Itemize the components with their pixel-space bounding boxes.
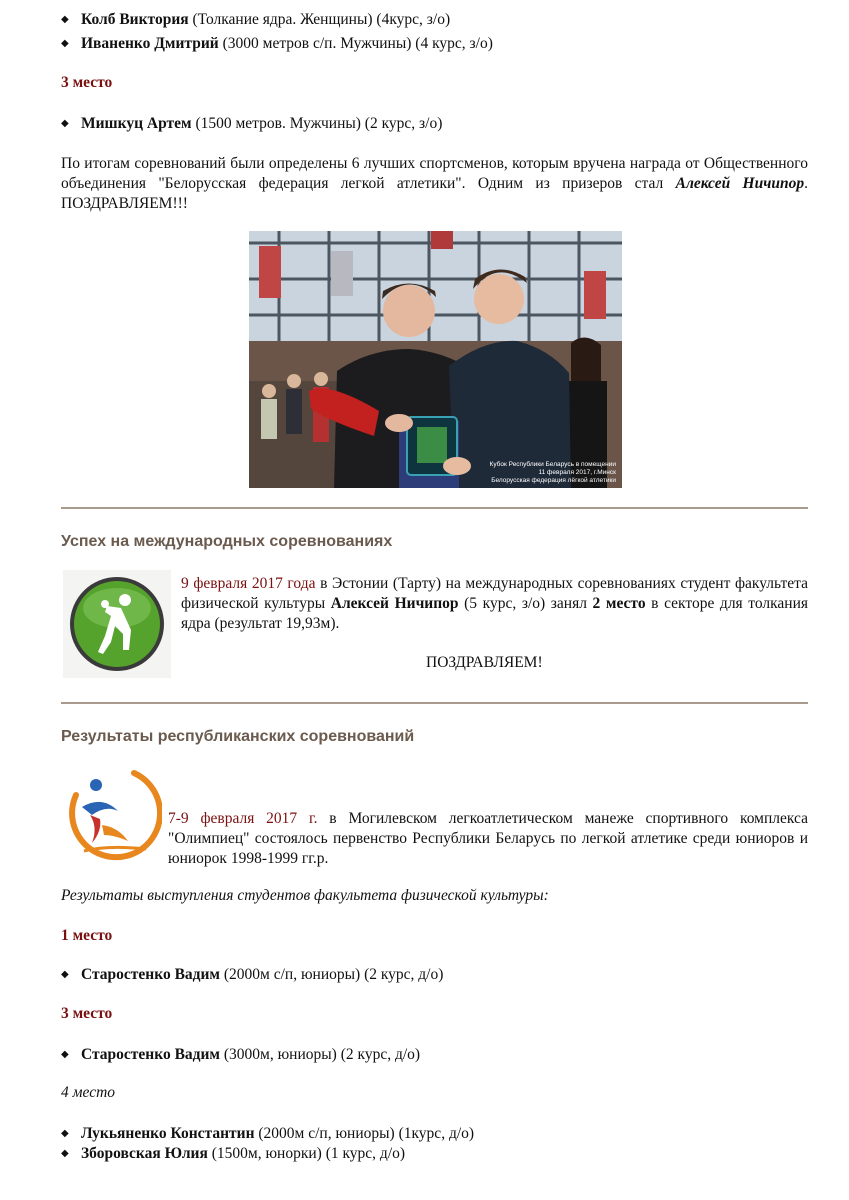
rep-paragraph: 7-9 февраля 2017 г. в Могилевском легкоатлетическом манеже спортивного комплекса "Олимпиец" состоялось первенство Республики Беларусь по легкой атлетике среди юниоров и юниорок 1998-1999 гг.р. — [168, 810, 808, 867]
bullet-icon: ◆ — [61, 1128, 69, 1139]
place-heading: 4 место — [61, 1084, 116, 1101]
event-date: 9 февраля 2017 года — [181, 575, 316, 592]
athletics-logo-icon — [62, 765, 162, 865]
bullet-icon: ◆ — [61, 1049, 69, 1060]
bullet-icon: ◆ — [61, 118, 69, 129]
list-item — [61, 34, 493, 54]
photo-illustration — [249, 231, 622, 488]
athlete-name: Лукьяненко Константин — [81, 1125, 255, 1142]
section-title-intl: Успех на международных соревнованиях — [61, 533, 393, 550]
section-divider — [61, 507, 808, 509]
athlete-detail: (1500м, юнорки) (1 курс, д/о) — [207, 1145, 406, 1162]
athlete-name: Колб Виктория — [81, 11, 189, 28]
athlete-detail: (3000м, юниоры) (2 курс, д/о) — [220, 1046, 421, 1063]
athlete-name: Старостенко Вадим — [81, 966, 220, 983]
athlete-detail: (1500 метров. Мужчины) (2 курс, з/о) — [191, 115, 443, 132]
bullet-icon: ◆ — [61, 38, 69, 49]
results-intro: Результаты выступления студентов факультета физической культуры: — [61, 887, 549, 904]
bullet-icon: ◆ — [61, 969, 69, 980]
congrats-text: ПОЗДРАВЛЯЕМ! — [426, 654, 543, 671]
list-item — [61, 10, 450, 30]
athlete-detail: (2000м с/п, юниоры) (2 курс, д/о) — [220, 966, 444, 983]
intl-paragraph: 9 февраля 2017 года в Эстонии (Тарту) на международных соревнованиях студент факультета физической культуры Алексей Ничипор (5 курс, з/о) занял 2 место в секторе для толкания ядра (результат 19,93м). — [181, 575, 809, 632]
place-heading: 1 место — [61, 927, 113, 944]
athlete-detail: (2000м с/п, юниоры) (1курс, д/о) — [254, 1125, 475, 1142]
athlete-name: Старостенко Вадим — [81, 1046, 220, 1063]
photo-caption: Кубок Республики Беларусь в помещении 11 февраля 2017, г.Минск Белорусская федерация лёгкой атлетики — [489, 461, 616, 484]
athlete-name: Алексей Ничипор — [330, 595, 459, 612]
shot-put-icon — [63, 570, 171, 678]
section-divider — [61, 702, 808, 704]
place-result: 2 место — [592, 595, 646, 612]
list-item — [61, 1045, 420, 1065]
athlete-name: Алексей Ничипор — [675, 175, 805, 192]
list-item — [61, 965, 443, 985]
list-item — [61, 1144, 405, 1164]
bullet-icon: ◆ — [61, 1148, 69, 1159]
athlete-name: Мишкуц Артем — [81, 115, 192, 132]
athlete-name: Зборовская Юлия — [81, 1145, 208, 1162]
summary-paragraph: По итогам соревнований были определены 6 лучших спортсменов, которым вручена награда от Общественного объединения "Белорусская федерация легкой атлетики". Одним из призеров стал Алексей Ничипор. ПОЗДРАВЛЯЕМ!!! — [61, 155, 808, 212]
athlete-detail: (3000 метров с/п. Мужчины) (4 курс, з/о) — [218, 35, 493, 52]
bullet-icon: ◆ — [61, 14, 69, 25]
list-item — [61, 114, 442, 134]
event-date: 7-9 февраля 2017 г. — [168, 810, 318, 827]
athlete-detail: (Толкание ядра. Женщины) (4курс, з/о) — [188, 11, 451, 28]
place-heading: 3 место — [61, 1005, 113, 1022]
athlete-name: Иваненко Дмитрий — [81, 35, 219, 52]
section-title-rep: Результаты республиканских соревнований — [61, 728, 415, 745]
award-photo — [249, 231, 622, 488]
place-heading: 3 место — [61, 74, 113, 91]
list-item — [61, 1124, 474, 1144]
